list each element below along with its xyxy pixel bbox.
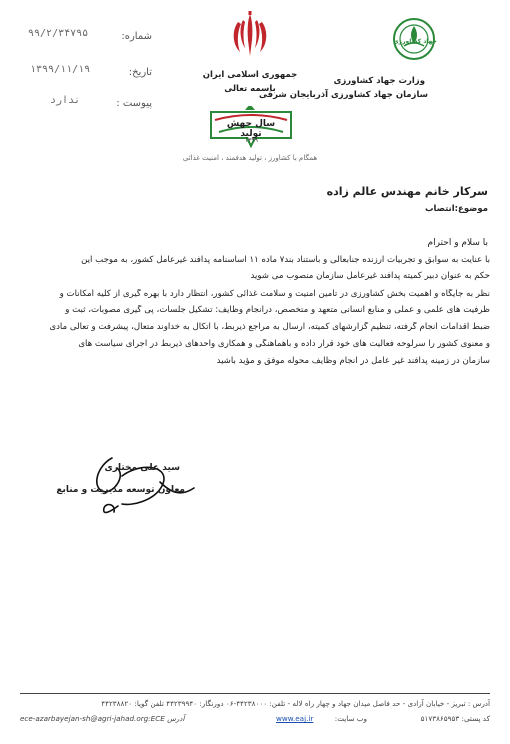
footer-address: آدرس : تبریز - خیابان آزادی - حد فاصل میدان جهاد و چهار راه لاله - تلفن: ۴۴۲۳۸۰۰۰-۰۶ دورنگار: ۴۴۲۳۹۹۴۰ تلفن گویا: ۴۴۲۳۸۸۲۰ (101, 699, 490, 708)
footer-email: ece-azarbayejan-sh@agri-jahad.org:ECE آدرس (20, 714, 185, 723)
republic-title: جمهوری اسلامی ایران (202, 70, 298, 80)
greeting: با سلام و احترام (427, 238, 488, 248)
body-line-4: ظرفیت های علمی و عملی و منابع انسانی متعهد و متخصص، درانجام وظایف: تشکیل جلسات، پی گیری مصوبات، ثبت و (65, 305, 490, 315)
tagline: همگام با کشاورز ، تولید هدفمند ، امنیت غذائی (182, 154, 318, 162)
slogan-badge (205, 106, 297, 150)
footer-website[interactable]: www.eaj.ir (276, 714, 314, 723)
logo-caption: جهاد کشاورزی (393, 38, 437, 45)
signer-name: سید علی مختاری (104, 463, 180, 473)
bismihi-title: باسمه تعالی (224, 84, 276, 94)
ministry-name: وزارت جهاد کشاورزی (333, 76, 425, 86)
iran-emblem-icon (228, 10, 272, 62)
footer-website-label: وب سایت: (334, 714, 367, 723)
body-line-3: نظر به جایگاه و اهمیت بخش کشاورزی در تأمین امنیت و سلامت غذائی کشور، انتظار دارد با بهره گیری از کلیه امکانات و (59, 289, 490, 299)
body-line-6: و معنوی کشور را سرلوحه فعالیت های خود قرار داده و باهماهنگی و همکاری واحدهای ذیربط در اجرای سیاست های (78, 339, 490, 349)
slogan-year: ۱۳۹۹ (245, 137, 258, 144)
number-value: ۹۹/۲/۳۴۷۹۵ (28, 28, 89, 39)
attachment-value: ندارد (50, 95, 81, 106)
date-value: ۱۳۹۹/۱۱/۱۹ (30, 64, 91, 75)
subject: موضوع:انتصاب (424, 204, 488, 214)
organization-name: سازمان جهاد کشاورزی آذربایجان شرقی (258, 90, 428, 100)
footer-postal: کد پستی: ۵۱۷۳۸۶۵۹۵۳ (420, 714, 490, 723)
signer-title: معاون توسعه مدیریت و منابع (56, 485, 185, 495)
recipient: سرکار خانم مهندس عالم زاده (326, 185, 488, 198)
body-line-2: حکم به عنوان دبیر کمیته پدافند غیرعامل سازمان منصوب می شوید (250, 271, 490, 281)
attachment-label: پیوست : (116, 98, 152, 109)
body-line-5: ضبط اقدامات انجام گرفته، تنظیم گزارشهای کمیته، ارسال به مراجع ذیربط، با اتکال به خداوند متعال، پیشرفت و تعالی مادی (49, 322, 490, 332)
number-label: شماره: (121, 31, 152, 42)
slogan-text: سال جهش تولید (226, 119, 276, 139)
body-line-1: با عنایت به سوابق و تجربیات ارزنده جنابعالی و باستناد بند۷ ماده ۱۱ اساسنامه پدافند غیرعامل کشور، به موجب این (81, 255, 490, 265)
body-line-7: سازمان در زمینه پدافند غیر عامل در انجام وظایف محوله موفق و مؤید باشید (216, 356, 490, 366)
date-label: تاریخ: (128, 67, 152, 78)
footer-divider (20, 693, 490, 694)
